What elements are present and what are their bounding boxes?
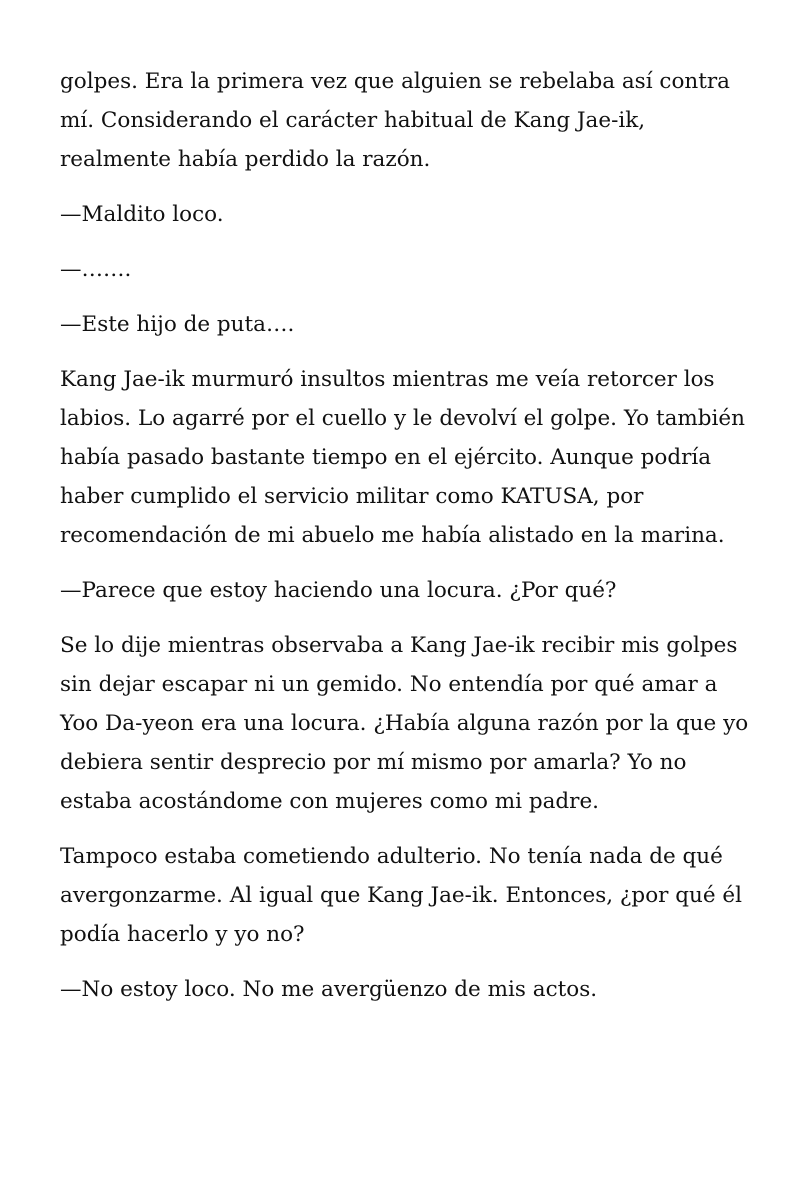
dialogue-line: —Parece que estoy haciendo una locura. ¿Por qué?: [60, 578, 617, 603]
paragraph: Se lo dije mientras observaba a Kang Jae-ik recibir mis golpes sin dejar escapar ni un gemido. No entendía por qué amar a Yoo Da-yeon era una locura. ¿Había alguna razón por la que yo debiera sentir desprecio por mí mismo por amarla? Yo no estaba acostándome con mujeres como mi padre.: [60, 633, 749, 814]
dialogue-line: —Este hijo de puta….: [60, 312, 295, 337]
dialogue-line: —No estoy loco. No me avergüenzo de mis actos.: [60, 977, 598, 1002]
dialogue-line: —Maldito loco.: [60, 202, 224, 227]
dialogue-line: —…….: [60, 257, 132, 282]
paragraph: Tampoco estaba cometiendo adulterio. No tenía nada de qué avergonzarme. Al igual que Kang Jae-ik. Entonces, ¿por qué él podía hacerlo y yo no?: [60, 844, 743, 947]
paragraph: golpes. Era la primera vez que alguien se rebelaba así contra mí. Considerando el carácter habitual de Kang Jae-ik, realmente había perdido la razón.: [60, 69, 730, 172]
paragraph: Kang Jae-ik murmuró insultos mientras me veía retorcer los labios. Lo agarré por el cuello y le devolví el golpe. Yo también había pasado bastante tiempo en el ejército. Aunque podría haber cumplido el servicio militar como KATUSA, por recomendación de mi abuelo me había alistado en la marina.: [60, 367, 745, 548]
document-page: [60, 62, 750, 1025]
